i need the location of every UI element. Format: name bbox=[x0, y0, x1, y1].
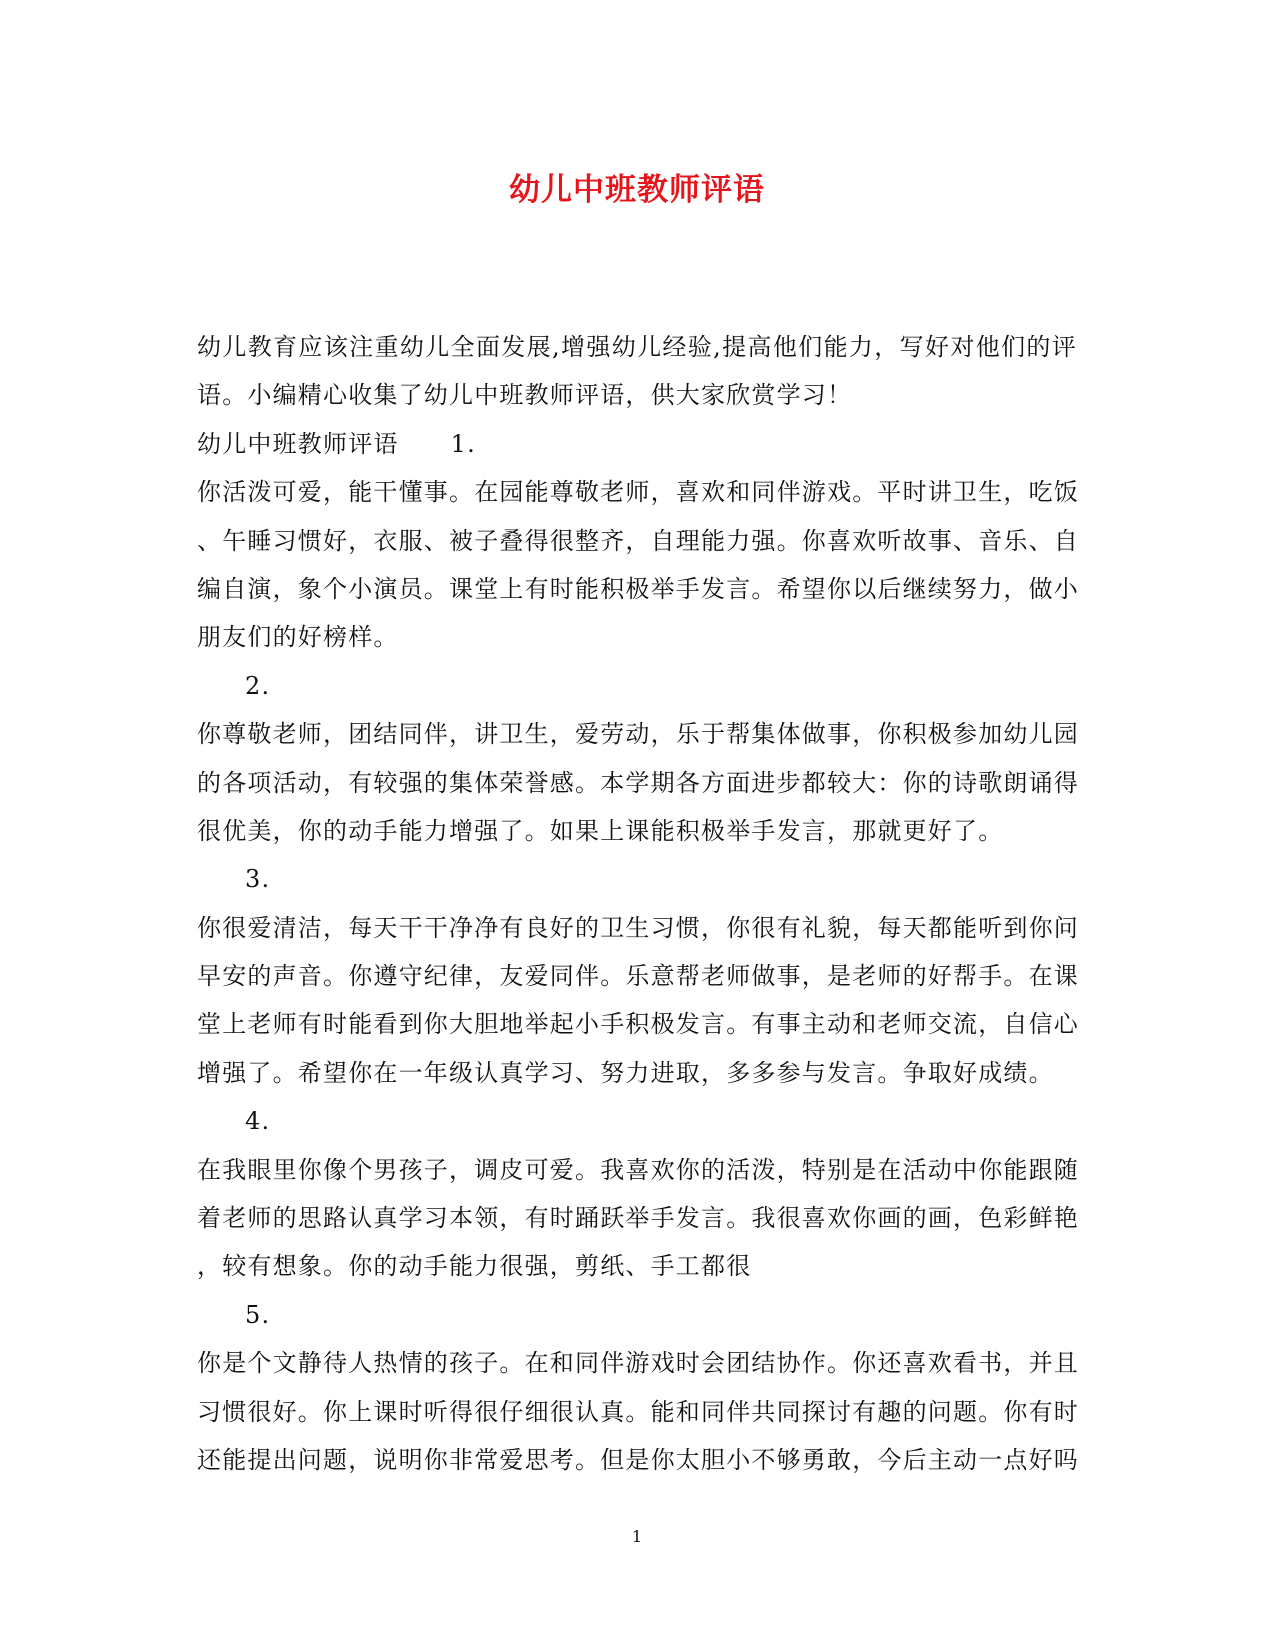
paragraph-line: 很优美，你的动手能力增强了。如果上课能积极举手发言，那就更好了。 bbox=[197, 816, 1004, 845]
paragraph-line: 增强了。希望你在一年级认真学习、努力进取，多多参与发言。争取好成绩。 bbox=[197, 1058, 1054, 1087]
paragraph-line: 还能提出问题，说明你非常爱思考。但是你太胆小不够勇敢，今后主动一点好吗 bbox=[197, 1445, 1079, 1474]
document-title: 幼儿中班教师评语 bbox=[509, 172, 765, 208]
paragraph-line: 、午睡习惯好，衣服、被子叠得很整齐，自理能力强。你喜欢听故事、音乐、自 bbox=[197, 526, 1079, 555]
paragraph-line: 的各项活动，有较强的集体荣誉感。本学期各方面进步都较大：你的诗歌朗诵得 bbox=[197, 768, 1079, 797]
paragraph-line: 在我眼里你像个男孩子，调皮可爱。我喜欢你的活泼，特别是在活动中你能跟随 bbox=[197, 1155, 1079, 1184]
item-number: 5. bbox=[245, 1300, 271, 1329]
paragraph-line: 朋友们的好榜样。 bbox=[197, 623, 399, 652]
paragraph-line: 着老师的思路认真学习本领，有时踊跃举手发言。我很喜欢你画的画，色彩鲜艳 bbox=[197, 1204, 1079, 1233]
intro-line: 语。小编精心收集了幼儿中班教师评语，供大家欣赏学习！ bbox=[197, 381, 853, 410]
paragraph-line: 编自演，象个小演员。课堂上有时能积极举手发言。希望你以后继续努力，做小 bbox=[197, 574, 1079, 603]
paragraph-line: 你尊敬老师，团结同伴，讲卫生，爱劳动，乐于帮集体做事，你积极参加幼儿园 bbox=[197, 720, 1079, 749]
paragraph-line: 堂上老师有时能看到你大胆地举起小手积极发言。有事主动和老师交流，自信心 bbox=[197, 1010, 1079, 1039]
section-number: 1. bbox=[450, 429, 476, 458]
intro-line: 幼儿教育应该注重幼儿全面发展,增强幼儿经验,提高他们能力，写好对他们的评 bbox=[197, 333, 1077, 361]
paragraph-line: 你是个文静待人热情的孩子。在和同伴游戏时会团结协作。你还喜欢看书，并且 bbox=[197, 1349, 1079, 1378]
section-heading bbox=[197, 420, 1077, 468]
paragraph-line: 习惯很好。你上课时听得很仔细很认真。能和同伴共同探讨有趣的问题。你有时 bbox=[197, 1397, 1079, 1426]
section-heading-label: 幼儿中班教师评语 bbox=[197, 429, 399, 458]
paragraph-line: ，较有想象。你的动手能力很强，剪纸、手工都很 bbox=[197, 1252, 752, 1281]
document-body bbox=[197, 323, 1077, 1484]
paragraph-line: 你活泼可爱，能干懂事。在园能尊敬老师，喜欢和同伴游戏。平时讲卫生，吃饭 bbox=[197, 478, 1079, 507]
paragraph-line: 早安的声音。你遵守纪律，友爱同伴。乐意帮老师做事，是老师的好帮手。在课 bbox=[197, 962, 1079, 991]
paragraph-line: 你很爱清洁，每天干干净净有良好的卫生习惯，你很有礼貌，每天都能听到你问 bbox=[197, 913, 1079, 942]
item-number: 3. bbox=[245, 865, 271, 894]
item-number: 2. bbox=[245, 671, 271, 700]
page-number: 1 bbox=[631, 1527, 643, 1546]
item-number: 4. bbox=[245, 1107, 271, 1136]
